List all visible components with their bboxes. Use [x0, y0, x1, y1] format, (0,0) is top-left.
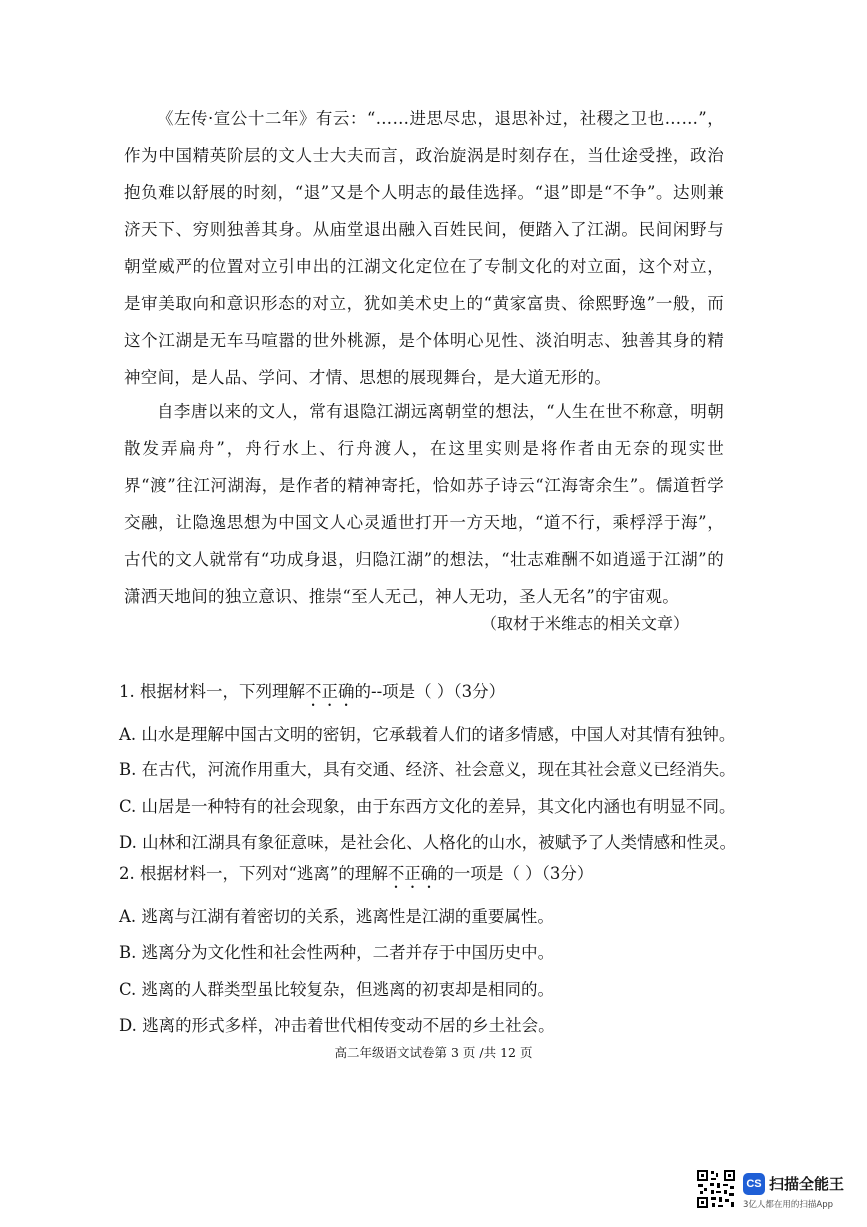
- question-1-emphasis: 不正确: [305, 682, 355, 701]
- question-2-prefix: 2. 根据材料一，下列对“逃离”的理解: [119, 864, 388, 883]
- camscanner-logo-icon: CS: [743, 1173, 765, 1195]
- question-1-option-a: A. 山水是理解中国古文明的密钥，它承载着人们的诸多情感，中国人对其情有独钟。: [119, 725, 736, 744]
- question-2-option-d: D. 逃离的形式多样，冲击着世代相传变动不居的乡土社会。: [119, 1016, 555, 1035]
- question-2-option-b: B. 逃离分为文化性和社会性两种，二者并存于中国历史中。: [119, 943, 555, 962]
- question-1-suffix: 的--项是（ ）（3分）: [354, 682, 506, 701]
- material-source: （取材于米维志的相关文章）: [480, 614, 689, 633]
- page-footer: 高二年级语文试卷第 3 页 /共 12 页: [334, 1045, 533, 1060]
- scanner-tagline: 3亿人都在用的扫描App: [743, 1200, 834, 1210]
- question-2-option-c: C. 逃离的人群类型虽比较复杂，但逃离的初衷却是相同的。: [119, 980, 555, 999]
- qr-code-icon: [696, 1169, 736, 1209]
- scanner-watermark: [743, 1171, 853, 1211]
- scanner-app-name: 扫描全能王: [769, 1175, 845, 1193]
- question-1-prefix: 1. 根据材料一，下列理解: [119, 682, 305, 701]
- question-2-emphasis: 不正确: [387, 864, 438, 883]
- question-2-suffix: 的一项是（ ）（3分）: [437, 864, 594, 883]
- question-1-option-b: B. 在古代，河流作用重大，具有交通、经济、社会意义，现在其社会意义已经消失。: [119, 760, 736, 779]
- question-1-stem: [119, 678, 739, 710]
- material-paragraph-1: 《左传·宣公十二年》有云：“……进思尽忠，退思补过，社稷之卫也……”，作为中国精英阶层的文人士大夫而言，政治旋涡是时刻存在，当仕途受挫，政治抱负难以舒展的时刻，“退”又是个人明志的最佳选择。“退”即是“不争”。达则兼济天下、穷则独善其身。从庙堂退出融入百姓民间，便踏入了江湖。民间闲野与朝堂威严的位置对立引申出的江湖文化定位在了专制文化的对立面，这个对立，是审美取向和意识形态的对立，犹如美术史上的“黄家富贵、徐熙野逸”一般，而这个江湖是无车马喧嚣的世外桃源，是个体明心见性、淡泊明志、独善其身的精神空间，是人品、学问、才情、思想的展现舞台，是大道无形的。: [124, 109, 724, 387]
- question-2-stem: [119, 860, 739, 892]
- question-2-option-a: A. 逃离与江湖有着密切的关系，逃离性是江湖的重要属性。: [119, 907, 554, 926]
- question-1-option-c: C. 山居是一种特有的社会现象，由于东西方文化的差异，其文化内涵也有明显不同。: [119, 797, 736, 816]
- material-paragraph-2: 自李唐以来的文人，常有退隐江湖远离朝堂的想法，“人生在世不称意，明朝散发弄扁舟”，舟行水上、行舟渡人，在这里实则是将作者由无奈的现实世界“渡”往江河湖海，是作者的精神寄托，恰如苏子诗云“江海寄余生”。儒道哲学交融，让隐逸思想为中国文人心灵遁世打开一方天地，“道不行，乘桴浮于海”，古代的文人就常有“功成身退，归隐江湖”的想法，“壮志难酬不如逍遥于江湖”的潇洒天地间的独立意识、推崇“至人无己，神人无功，圣人无名”的宇宙观。: [124, 402, 724, 606]
- question-1-option-d: D. 山林和江湖具有象征意味，是社会化、人格化的山水，被赋予了人类情感和性灵。: [119, 833, 737, 852]
